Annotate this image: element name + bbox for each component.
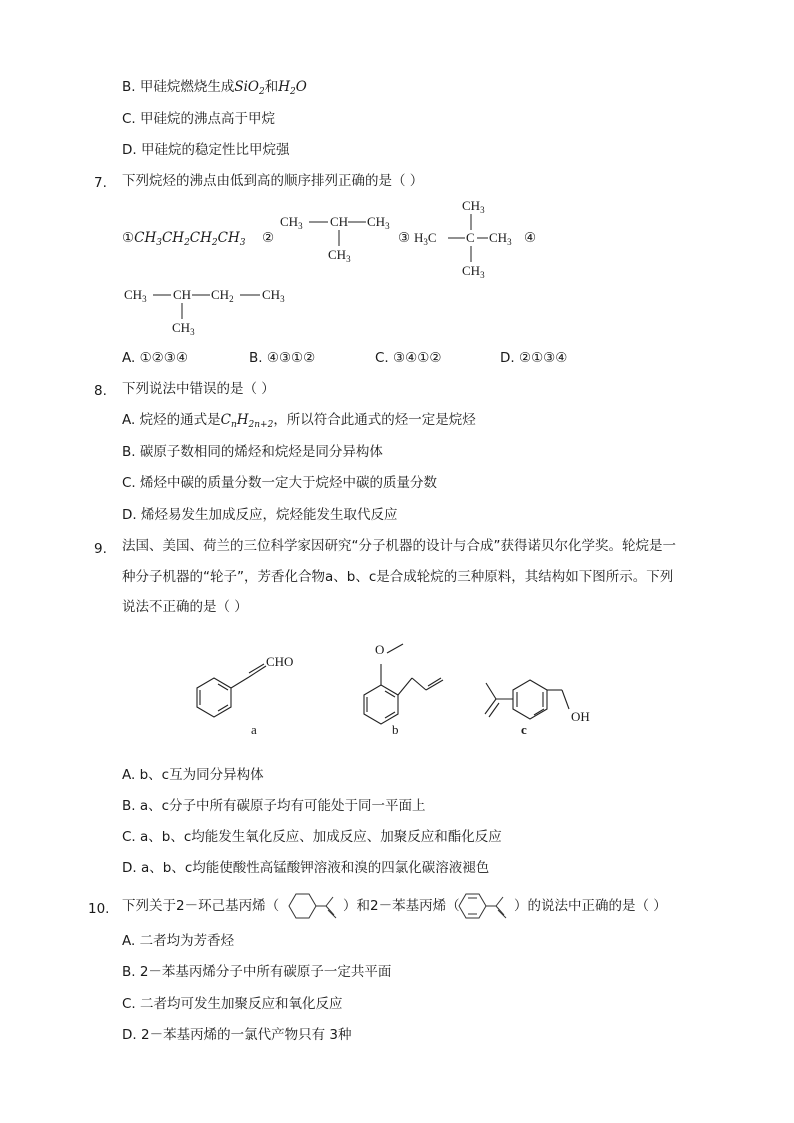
- cyclohexylpropene-structure: [289, 894, 336, 918]
- structure-label-a: a: [251, 722, 257, 737]
- isopentane-ch3-right: $CH_3$: [262, 287, 285, 304]
- q8-option-d: D. 烯烃易发生加成反应，烷烃能发生取代反应: [122, 507, 398, 523]
- isobutane-ch: CH: [330, 214, 349, 229]
- isopentane-ch2: $CH_2$: [211, 287, 234, 304]
- and-text: 和: [264, 79, 279, 95]
- q9-stem-line3: 说法不正确的是（ ）: [122, 599, 248, 615]
- q8-option-b: B. 碳原子数相同的烯烃和烷烃是同分异构体: [122, 444, 383, 460]
- q9-stem-line1: 法国、美国、荷兰的三位科学家因研究“分子机器的设计与合成”获得诺贝尔化学奖。轮烷是一: [122, 538, 676, 554]
- phenylpropene-structure: [459, 894, 506, 918]
- q7-stem: 下列烷烃的沸点由低到高的顺序排列正确的是（ ）: [122, 173, 424, 189]
- structure-label-c: c: [521, 722, 527, 737]
- q9-option-d: D. a、b、c均能使酸性高锰酸钾溶液和溴的四氯化碳溶液褪色: [122, 860, 490, 876]
- isopentane-ch: CH: [173, 287, 192, 302]
- structure-label-b: b: [392, 722, 399, 737]
- q6-option-c: C. 甲硅烷的沸点高于甲烷: [122, 111, 276, 127]
- isobutane-ch3-right: $CH_3$: [367, 214, 390, 231]
- neopentane-ch3-bottom: $CH_3$: [462, 263, 485, 280]
- q7-option-d: D. ②①③④: [500, 350, 568, 366]
- q7-choice-4-label: ④: [524, 230, 537, 246]
- q8-stem: 下列说法中错误的是（ ）: [122, 381, 275, 397]
- circled-1: ①: [122, 230, 135, 246]
- q8-number: 8.: [94, 383, 107, 399]
- q7-option-b: B. ④③①②: [249, 350, 316, 366]
- q10-option-d: D. 2－苯基丙烯的一氯代产物只有 3种: [122, 1027, 352, 1043]
- neopentane-c: C: [466, 230, 475, 245]
- q6-option-d: D. 甲硅烷的稳定性比甲烷强: [122, 142, 290, 158]
- q8-option-c: C. 烯烃中碳的质量分数一定大于烷烃中碳的质量分数: [122, 475, 438, 491]
- q7-choice-3-label: ③: [398, 230, 411, 246]
- isopentane-ch3-left: $CH_3$: [124, 287, 147, 304]
- cho-label: CHO: [266, 654, 294, 669]
- q10-stem-part3: ）的说法中正确的是（ ）: [514, 898, 667, 914]
- o-label: O: [375, 642, 385, 657]
- q10-option-b: B. 2－苯基丙烯分子中所有碳原子一定共平面: [122, 964, 392, 980]
- h2o-formula: $H_2O$: [278, 79, 307, 97]
- q6-option-b-text: B. 甲硅烷燃烧生成: [122, 79, 235, 95]
- neopentane-ch3-right: $CH_3$: [489, 230, 512, 247]
- q10-stem-part1: 下列关于2－环己基丙烯（: [122, 898, 280, 914]
- q8-option-a: A. 烷烃的通式是$C_nH_{2n+2}$，所以符合此通式的烃一定是烷烃: [122, 412, 476, 430]
- q7-choice-2-label: ②: [262, 230, 275, 246]
- sio2-formula: SiO$_2$: [234, 79, 265, 97]
- q7-number: 7.: [94, 175, 107, 191]
- isopentane-ch3-down: $CH_3$: [172, 320, 195, 337]
- q10-stem-part2: ）和2－苯基丙烯（: [343, 898, 460, 914]
- butane-formula: $CH_3CH_2CH_2CH_3$: [134, 230, 246, 248]
- q7-option-a: A. ①②③④: [122, 350, 188, 366]
- q10-number: 10.: [88, 901, 110, 917]
- q7-option-c: C. ③④①②: [375, 350, 442, 366]
- neopentane-ch3-top: $CH_3$: [462, 198, 485, 215]
- isobutane-ch3-down: $CH_3$: [328, 247, 351, 264]
- q9-option-c: C. a、b、c均能发生氧化反应、加成反应、加聚反应和酯化反应: [122, 829, 502, 845]
- q9-option-b: B. a、c分子中所有碳原子均有可能处于同一平面上: [122, 798, 426, 814]
- q10-option-a: A. 二者均为芳香烃: [122, 933, 235, 949]
- q9-number: 9.: [94, 541, 107, 557]
- isobutane-ch3-left: $CH_3$: [280, 214, 303, 231]
- oh-label: OH: [571, 709, 590, 724]
- neopentane-h3c: $H_3C$: [414, 230, 437, 247]
- alkane-general-formula: $C_nH_{2n+2}$: [220, 412, 274, 430]
- q9-stem-line2: 种分子机器的“轮子”，芳香化合物a、b、c是合成轮烷的三种原料，其结构如下图所示。下列: [122, 569, 674, 585]
- q9-option-a: A. b、c互为同分异构体: [122, 767, 264, 783]
- q10-option-c: C. 二者均可发生加聚反应和氧化反应: [122, 996, 343, 1012]
